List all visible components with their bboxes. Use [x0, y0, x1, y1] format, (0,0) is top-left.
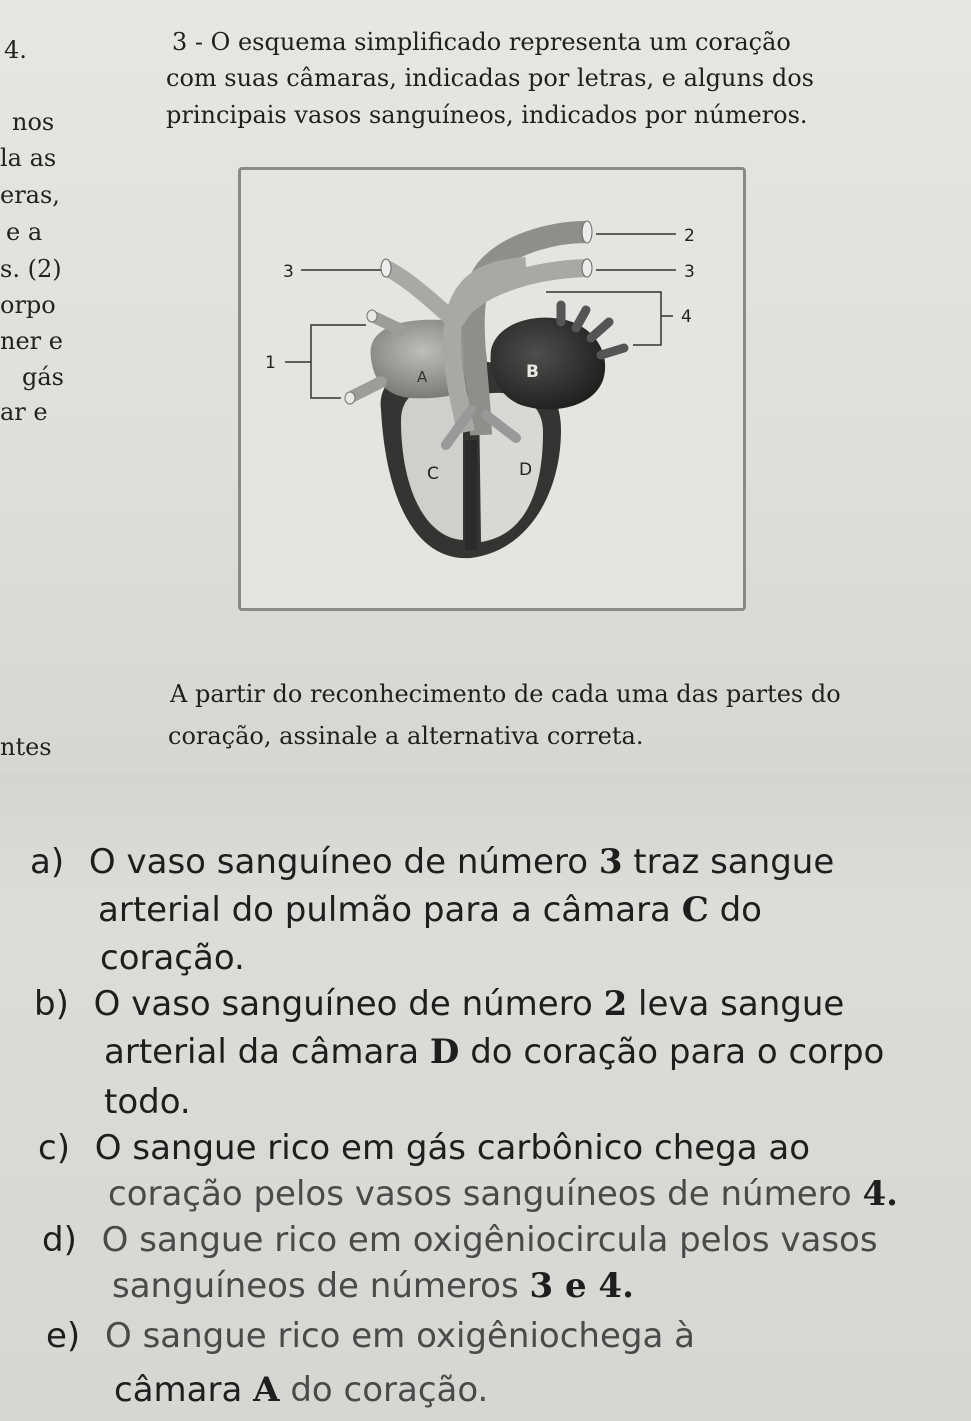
option-a-line3: coração. — [100, 938, 245, 978]
option-number: 3 — [598, 842, 623, 882]
margin-fragment: nos — [12, 108, 55, 136]
margin-fragment: gás — [22, 363, 64, 391]
label-2: 2 — [684, 226, 695, 246]
option-letter: c) — [38, 1128, 70, 1168]
question-line: com suas câmaras, indicadas por letras, e alguns dos — [166, 64, 814, 92]
option-text: leva sangue — [638, 984, 845, 1024]
option-chamber: C — [681, 890, 709, 930]
option-b-line2 — [104, 1032, 884, 1072]
question-line: 3 - O esquema simplificado representa um coração — [172, 28, 791, 56]
option-text: do coração. — [290, 1370, 489, 1410]
option-letter: b) — [34, 984, 69, 1024]
label-4: 4 — [681, 307, 692, 327]
option-a[interactable] — [30, 842, 834, 882]
option-text: O vaso sanguíneo de número — [88, 842, 588, 882]
label-chamber-b: B — [526, 362, 539, 382]
option-c-line2 — [108, 1174, 898, 1214]
option-letter: d) — [42, 1220, 77, 1260]
option-letter: a) — [30, 842, 65, 882]
option-b-line3: todo. — [104, 1082, 191, 1122]
option-text: O vaso sanguíneo de número — [93, 984, 593, 1024]
option-text: O sangue rico em oxigêniochega à — [105, 1316, 695, 1356]
margin-fragment: orpo — [0, 291, 56, 319]
option-number: 2 — [603, 984, 628, 1024]
option-text: O sangue rico em gás carbônico chega ao — [94, 1128, 811, 1168]
option-c[interactable] — [38, 1128, 810, 1168]
margin-fragment: eras, — [0, 181, 60, 209]
label-chamber-d: D — [519, 460, 533, 480]
label-chamber-c: C — [427, 464, 439, 484]
margin-fragment: e a — [6, 218, 43, 246]
option-number: 4. — [862, 1174, 898, 1214]
option-b[interactable] — [34, 984, 844, 1024]
margin-fragment: ner e — [0, 327, 63, 355]
margin-fragment: la as — [0, 144, 57, 172]
option-letter: e) — [46, 1316, 81, 1356]
option-a-line2 — [98, 890, 762, 930]
label-3-right: 3 — [684, 262, 695, 282]
option-text: sanguíneos de números — [112, 1266, 519, 1306]
option-d-line2 — [112, 1266, 634, 1306]
option-number: 3 e 4. — [529, 1266, 634, 1306]
heart-diagram — [238, 167, 746, 611]
option-chamber: D — [429, 1032, 460, 1072]
option-d[interactable] — [42, 1220, 878, 1260]
answer-options — [0, 772, 971, 1421]
option-text: traz sangue — [633, 842, 835, 882]
option-text: do coração para o corpo — [470, 1032, 885, 1072]
question-prompt: coração, assinale a alternativa correta. — [168, 722, 644, 750]
margin-fragment: ar e — [0, 398, 48, 426]
question-line: principais vasos sanguíneos, indicados por números. — [166, 101, 808, 129]
margin-fragment: 4. — [4, 36, 27, 64]
label-chamber-a: A — [417, 368, 428, 386]
option-e-line2 — [114, 1370, 488, 1410]
margin-fragment: s. (2) — [0, 255, 62, 283]
option-text: coração pelos vasos sanguíneos de número — [108, 1174, 852, 1214]
option-text: arterial do pulmão para a câmara — [98, 890, 671, 930]
question-prompt: A partir do reconhecimento de cada uma das partes do — [170, 680, 841, 708]
margin-fragment: ntes — [0, 733, 52, 761]
option-e[interactable] — [46, 1316, 695, 1356]
label-3-left: 3 — [283, 262, 294, 282]
option-text: câmara — [114, 1370, 243, 1410]
label-1: 1 — [265, 353, 276, 373]
option-chamber: A — [253, 1370, 280, 1410]
option-text: do — [719, 890, 762, 930]
option-text: O sangue rico em oxigêniocircula pelos vasos — [101, 1220, 878, 1260]
option-text: arterial da câmara — [104, 1032, 420, 1072]
